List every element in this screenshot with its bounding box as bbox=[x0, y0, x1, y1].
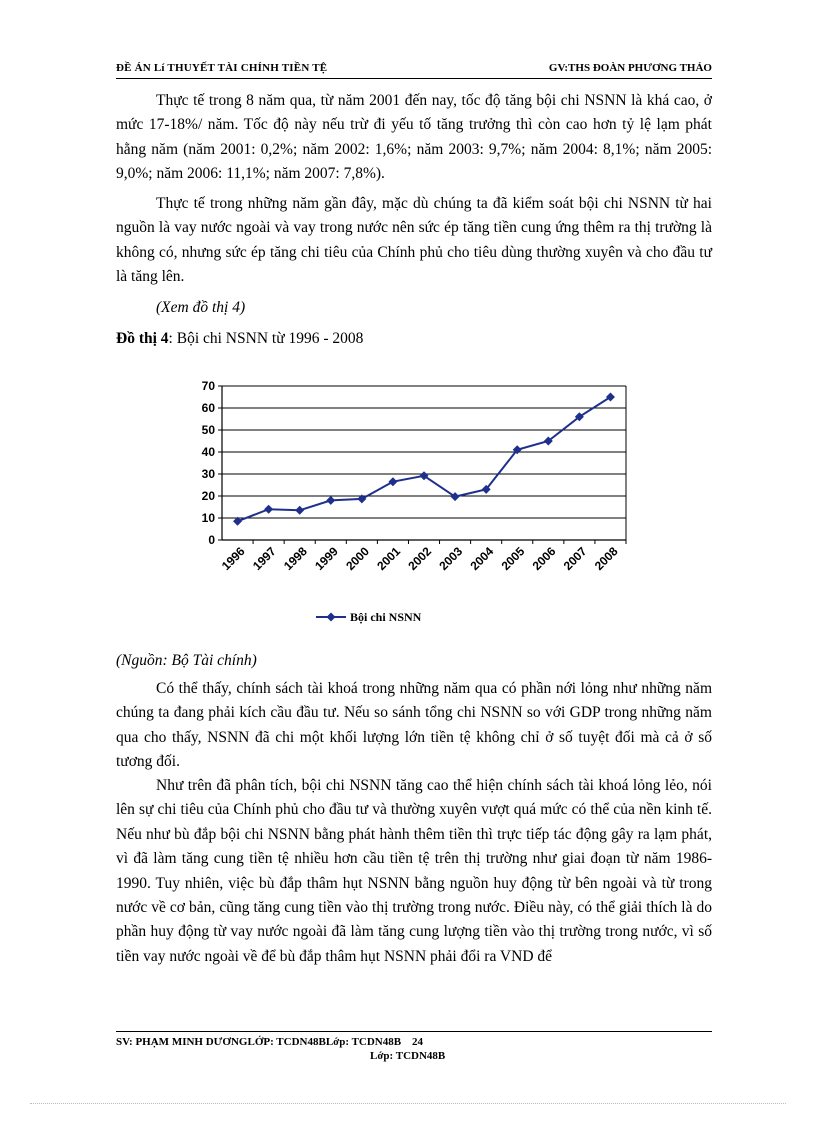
deficit-line-chart bbox=[190, 376, 640, 638]
y-tick-label: 50 bbox=[201, 423, 215, 437]
y-tick-label: 20 bbox=[201, 489, 215, 503]
y-tick-label: 0 bbox=[208, 533, 215, 547]
legend-marker bbox=[327, 613, 336, 622]
x-tick-label: 2006 bbox=[529, 544, 559, 574]
y-tick-label: 70 bbox=[201, 379, 215, 393]
footer-student: SV: PHẠM MINH DƯƠNGLỚP: TCDN48BLớp: TCDN48B bbox=[116, 1036, 402, 1048]
y-tick-label: 40 bbox=[201, 445, 215, 459]
header-teacher: GV:THS ĐOÀN PHƯƠNG THẢO bbox=[548, 62, 712, 74]
x-tick-label: 2000 bbox=[343, 544, 372, 574]
y-tick-label: 60 bbox=[201, 401, 215, 415]
x-tick-label: 1998 bbox=[281, 544, 310, 574]
paragraph-1: Thực tế trong 8 năm qua, từ năm 2001 đến nay, tốc độ tăng bội chi NSNN là khá cao, ở mức 17-18%/ năm. Tốc độ này nếu trừ đi yếu tố tăng trưởng thì còn cao hơn tỷ lệ lạm phát hằng năm (năm 2001: 0,2%; năm 2002: 1,6%; năm 2003: 9,7%; năm 2004: 8,1%; năm 2005: 9,0%; năm 2006: 11,1%; năm 2007: 7,8%). bbox=[116, 92, 712, 183]
paragraph-3: Có thể thấy, chính sách tài khoá trong những năm qua có phần nới lỏng như những năm chúng ta đang phải kích cầu đầu tư. Nếu so sánh tổng chi NSNN so với GDP trong những năm qua cho thấy, NSNN đã chi một khối lượng lớn tiền tệ không chỉ ở số tuyệt đối mà cả ở số tương đối. bbox=[116, 680, 712, 771]
paragraph-2: Thực tế trong những năm gần đây, mặc dù chúng ta đã kiểm soát bội chi NSNN từ hai nguồn là vay nước ngoài và vay trong nước nên sức ép tăng tiền cung ứng thêm ra thị trường là không có, nhưng sức ép tăng chi tiêu của Chính phủ cho tiêu dùng thường xuyên và cho đầu tư là tăng lên. bbox=[116, 195, 712, 286]
paragraph-see-chart: (Xem đồ thị 4) bbox=[156, 299, 246, 316]
x-tick-label: 2007 bbox=[560, 544, 590, 574]
chart-caption bbox=[116, 330, 363, 348]
x-tick-label: 1996 bbox=[218, 544, 248, 574]
page-header bbox=[116, 58, 712, 79]
page-number: 24 bbox=[412, 1036, 423, 1048]
data-point bbox=[388, 477, 397, 486]
chart-caption-text: : Bội chi NSNN từ 1996 - 2008 bbox=[168, 330, 364, 347]
legend-label: Bội chi NSNN bbox=[350, 610, 422, 624]
source-note: (Nguồn: Bộ Tài chính) bbox=[116, 652, 257, 669]
data-point bbox=[295, 506, 304, 515]
x-tick-label: 1999 bbox=[312, 544, 341, 574]
header-title: ĐỀ ÁN Lí THUYẾT TÀI CHÍNH TIỀN TỆ bbox=[116, 62, 328, 74]
x-tick-label: 2005 bbox=[498, 544, 528, 574]
chart-caption-label: Đồ thị 4 bbox=[116, 330, 169, 347]
series-line bbox=[238, 397, 611, 521]
x-tick-label: 2002 bbox=[405, 544, 435, 574]
x-tick-label: 1997 bbox=[249, 544, 279, 574]
x-tick-label: 2004 bbox=[467, 544, 497, 574]
x-tick-label: 2008 bbox=[591, 544, 621, 574]
footer-divider bbox=[116, 1031, 712, 1032]
paragraph-4: Như trên đã phân tích, bội chi NSNN tăng cao thể hiện chính sách tài khoá lỏng lẻo, nói lên sự chi tiêu của Chính phủ cho đầu tư và thường xuyên vượt quá mức có thể của nền kinh tế. Nếu như bù đắp bội chi NSNN bằng phát hành thêm tiền thì trực tiếp tác động gây ra lạm phát, vì đã làm tăng cung tiền tệ nhiều hơn cầu tiền tệ trên thị trường như giai đoạn từ năm 1986-1990. Tuy nhiên, việc bù đắp thâm hụt NSNN bằng nguồn huy động từ bên ngoài và từ trong nước về cơ bản, cũng tăng cung tiền vào thị trường trong nước. Điều này, có thể giải thích là do phần huy động từ vay nước ngoài đã làm tăng cung lượng tiền vào thị trường trong nước, vì số tiền vay nước ngoài về để bù đắp thâm hụt NSNN phải đổi ra VND để bbox=[116, 777, 712, 965]
data-point bbox=[264, 505, 273, 514]
x-tick-label: 2001 bbox=[374, 544, 404, 574]
page-break-line bbox=[30, 1103, 786, 1104]
y-tick-label: 30 bbox=[201, 467, 215, 481]
data-point bbox=[326, 496, 335, 505]
x-tick-label: 2003 bbox=[436, 544, 466, 574]
footer-class: Lớp: TCDN48B bbox=[370, 1050, 446, 1062]
y-tick-label: 10 bbox=[201, 511, 215, 525]
